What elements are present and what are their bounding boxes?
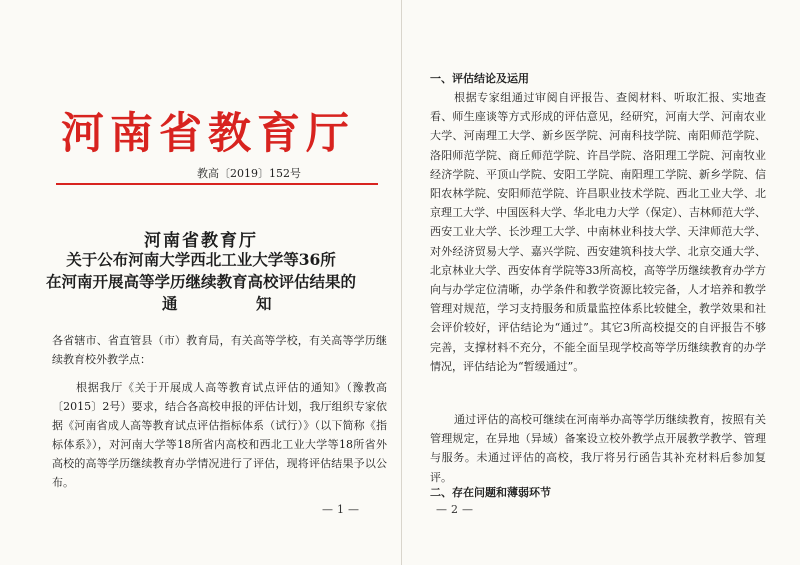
body-paragraph: 根据我厅《关于开展成人高等教育试点评估的通知》（豫教高〔2015〕2号）要求，结合各高校申报的评估计划，我厅组织专家依据《河南省成人高等教育试点评估指标体系（试行）》（以下简称《指标体系》），对河南大学等18所省内高校和西北工业大学等18所省外高校的高等学历继续教育办学情况进行了评估，现将评估结果予以公布。 (52, 381, 387, 489)
section-heading-2: 二、存在问题和薄弱环节 (430, 486, 551, 499)
document-number: 教高〔2019〕152号 (197, 167, 301, 180)
page-number: —2— (436, 503, 477, 516)
salutation: 各省辖市、省直管县（市）教育局，有关高等学校，有关高等学历继续教育校外教学点： (52, 334, 387, 366)
section-1-paragraph-2: 通过评估的高校可继续在河南举办高等学历继续教育，按照有关管理规定，在异地（异域）备案设立校外教学点开展教学教学、管理与服务。未通过评估的高校，我厅将另行函告其补充材料后参加复评。 (430, 413, 766, 484)
page-number: —1— (322, 503, 363, 516)
page-2 (402, 0, 800, 565)
notice-title-char-2: 知 (256, 294, 272, 313)
notice-title-char-1: 通 (162, 294, 178, 313)
notice-title-line-2: 在河南开展高等学历继续教育高校评估结果的 (45, 272, 356, 291)
section-heading-1: 一、评估结论及运用 (430, 72, 529, 85)
notice-title-line-1: 关于公布河南大学西北工业大学等36所 (66, 250, 336, 269)
red-divider-line (56, 183, 378, 185)
letterhead: 河南省教育厅 (61, 109, 355, 159)
notice-issuer: 河南省教育厅 (144, 231, 258, 251)
section-1-paragraph-1: 根据专家组通过审阅自评报告、查阅材料、听取汇报、实地查看、师生座谈等方式形成的评估意见，经研究，河南大学、河南农业大学、河南理工大学、新乡医学院、河南科技学院、南阳师范学院、洛阳师范学院、商丘师范学院、许昌学院、洛阳理工学院、河南牧业经济学院、平顶山学院、安阳工学院、南阳理工学院、新乡学院、信阳农林学院、安阳师范学院、许昌职业技术学院、西北工业大学、北京理工大学、中国医科大学、华北电力大学（保定）、吉林师范大学、西安工业大学、长沙理工大学、中南林业科技大学、天津师范大学、对外经济贸易大学、嘉兴学院、西安建筑科技大学、北京交通大学、北京林业大学、西安体育学院等33所高校，高等学历继续教育办学方向与办学定位清晰，办学条件和教学资源比较完备，人才培养和教学管理对规范，学习支持服务和质量监控体系比较健全，教学效果和社会评价较好，评估结论为“通过”。其它3所高校提交的自评报告不够完善，支撑材料不充分，不能全面呈现学校高等学历继续教育的办学情况，评估结论为“暂缓通过”。 (430, 91, 766, 373)
